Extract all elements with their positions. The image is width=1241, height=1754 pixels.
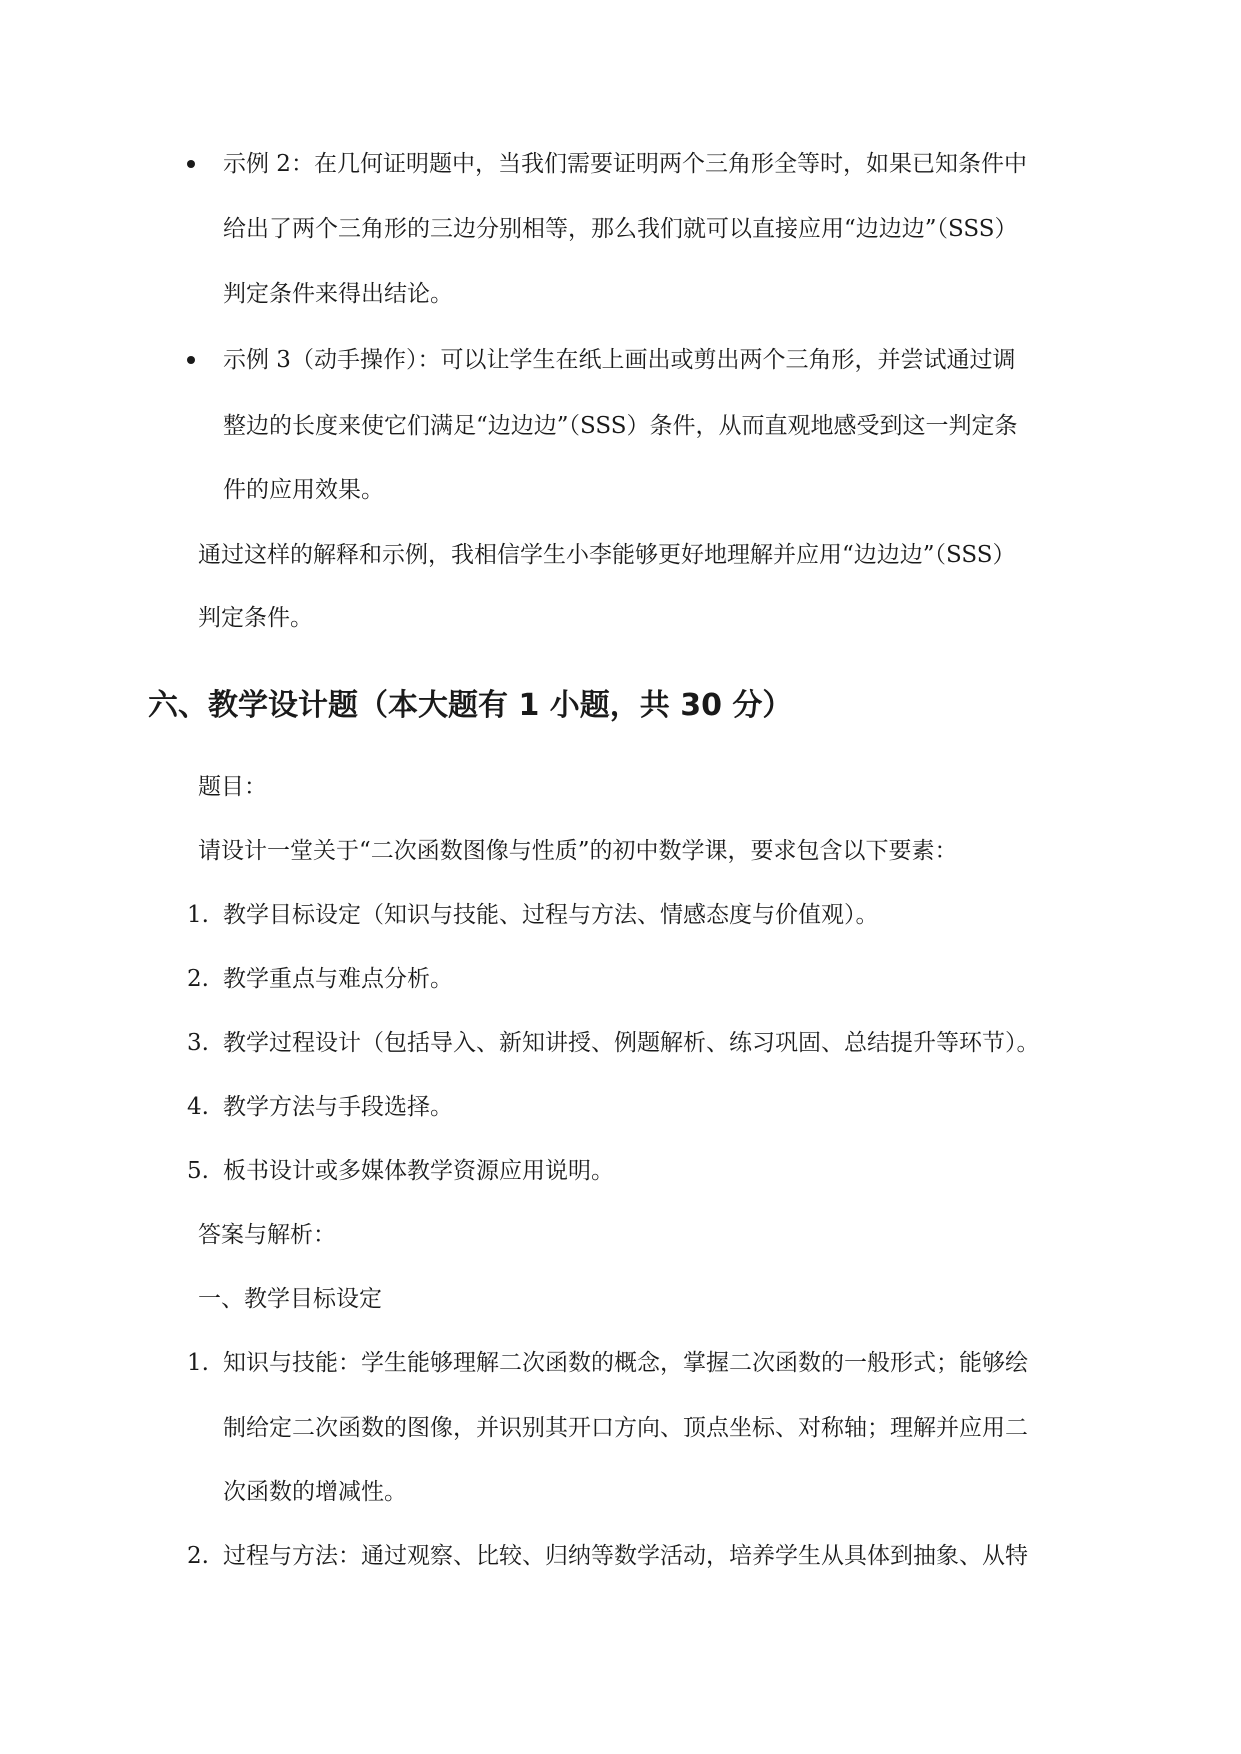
answer-item-1-line-3: 次函数的增减性。 <box>223 1479 407 1505</box>
requirement-number: 4. <box>187 1094 209 1120</box>
example-3-line-3: 件的应用效果。 <box>223 477 384 503</box>
requirement-number: 3. <box>187 1030 209 1056</box>
conclusion-line-2: 判定条件。 <box>198 605 313 631</box>
requirement-text: 教学重点与难点分析。 <box>223 966 453 992</box>
example-2-line-3: 判定条件来得出结论。 <box>223 281 453 307</box>
example-3-line-2: 整边的长度来使它们满足“边边边”（SSS）条件，从而直观地感受到这一判定条 <box>223 413 1018 439</box>
requirement-number: 5. <box>187 1158 209 1184</box>
answer-item-2-line-1: 过程与方法：通过观察、比较、归纳等数学活动，培养学生从具体到抽象、从特 <box>223 1543 1028 1569</box>
question-intro: 请设计一堂关于“二次函数图像与性质”的初中数学课，要求包含以下要素： <box>198 838 958 864</box>
section-heading: 六、教学设计题（本大题有 1 小题，共 30 分） <box>148 688 793 723</box>
answer-label: 答案与解析： <box>198 1222 336 1248</box>
example-2-line-2: 给出了两个三角形的三边分别相等，那么我们就可以直接应用“边边边”（SSS） <box>223 216 1018 242</box>
conclusion-line-1: 通过这样的解释和示例，我相信学生小李能够更好地理解并应用“边边边”（SSS） <box>198 542 1016 568</box>
requirement-number: 2. <box>187 966 209 992</box>
answer-sub-heading: 一、教学目标设定 <box>198 1286 382 1312</box>
requirement-number: 1. <box>187 902 209 928</box>
example-3-line-1: 示例 3（动手操作）：可以让学生在纸上画出或剪出两个三角形，并尝试通过调 <box>223 347 1016 373</box>
answer-item-1-line-2: 制给定二次函数的图像，并识别其开口方向、顶点坐标、对称轴；理解并应用二 <box>223 1415 1028 1441</box>
example-2-line-1: 示例 2：在几何证明题中，当我们需要证明两个三角形全等时，如果已知条件中 <box>223 151 1027 177</box>
requirement-text: 板书设计或多媒体教学资源应用说明。 <box>223 1158 614 1184</box>
answer-item-1-line-1: 知识与技能：学生能够理解二次函数的概念，掌握二次函数的一般形式；能够绘 <box>223 1350 1028 1376</box>
answer-item-number: 2. <box>187 1543 209 1569</box>
answer-item-number: 1. <box>187 1350 209 1376</box>
bullet-icon <box>187 356 195 364</box>
requirement-text: 教学方法与手段选择。 <box>223 1094 453 1120</box>
requirement-text: 教学目标设定（知识与技能、过程与方法、情感态度与价值观）。 <box>223 902 879 928</box>
bullet-icon <box>187 160 195 168</box>
question-label: 题目： <box>198 774 267 800</box>
requirement-text: 教学过程设计（包括导入、新知讲授、例题解析、练习巩固、总结提升等环节）。 <box>223 1030 1040 1056</box>
